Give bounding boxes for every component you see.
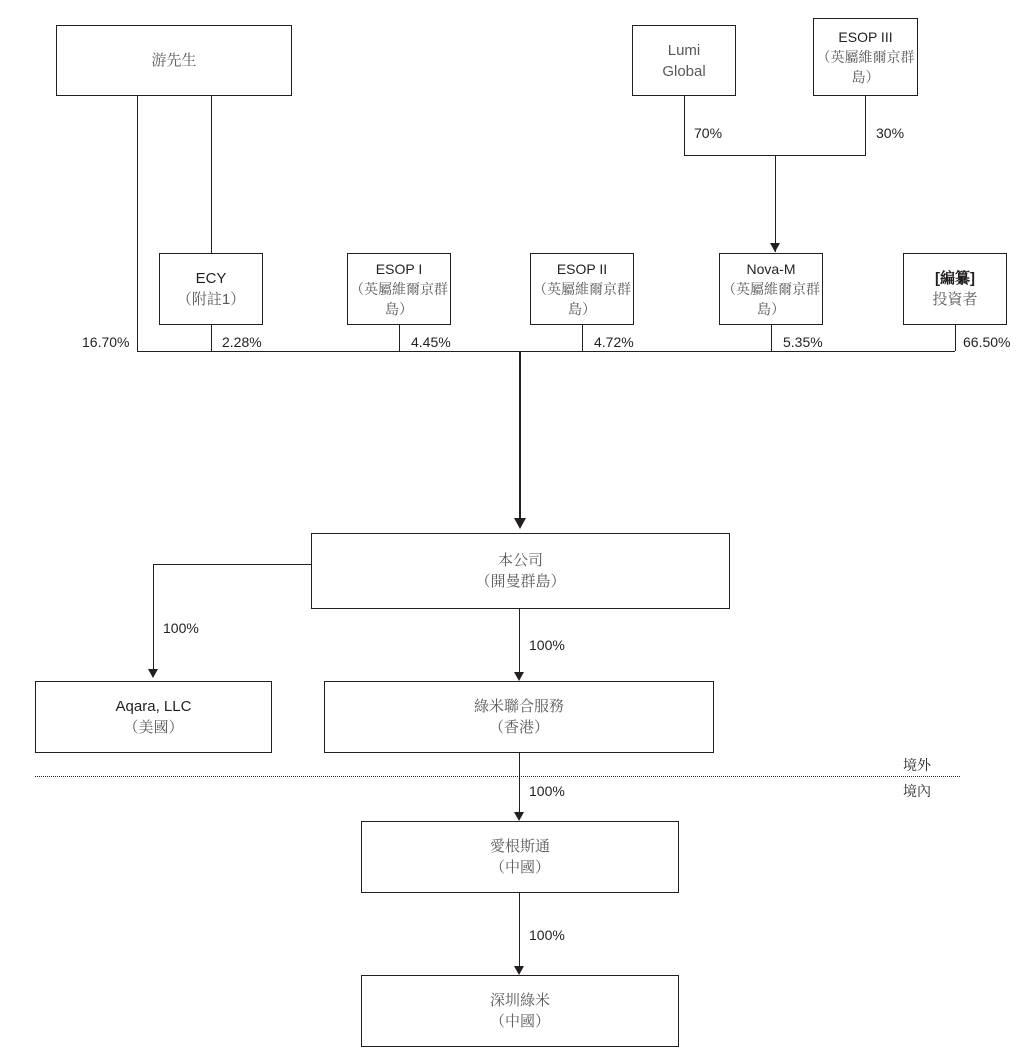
label-offshore: 境外 xyxy=(903,757,931,773)
line-bus-to-company xyxy=(519,351,521,519)
node-shenzhen-line2: （中國） xyxy=(489,1013,550,1030)
node-aigenstone-line2: （中國） xyxy=(489,859,550,876)
node-lumi-hk-line2: （香港） xyxy=(488,719,549,736)
node-investors xyxy=(903,253,1007,325)
line-aigenstone-to-shenzhen xyxy=(519,893,520,973)
line-you-to-ecy xyxy=(211,96,212,253)
node-esop3 xyxy=(813,18,918,96)
label-esop3-pct: 30% xyxy=(876,125,905,141)
node-investors-line2: 投資者 xyxy=(932,291,978,308)
node-lumi-hk xyxy=(324,681,714,753)
line-esop1-down xyxy=(399,325,400,351)
arrow-to-novam xyxy=(770,243,780,252)
label-investors-pct: 66.50% xyxy=(963,334,1011,350)
label-aigenstone-to-shenzhen-pct: 100% xyxy=(529,927,565,943)
line-shareholder-bus xyxy=(137,351,955,352)
label-lumihk-to-aigenstone-pct: 100% xyxy=(529,783,565,799)
node-lumi-global-line2: Global xyxy=(662,62,706,80)
node-esop2-line2: （英屬維爾京群島） xyxy=(533,281,631,317)
node-ecy-line2: （附註1） xyxy=(176,291,246,308)
node-esop2 xyxy=(530,253,634,325)
node-mr-you-line1: 游先生 xyxy=(151,52,197,69)
line-ecy-down xyxy=(211,325,212,351)
line-investors-down xyxy=(955,325,956,351)
label-company-to-aqara-pct: 100% xyxy=(163,620,199,636)
label-esop1-pct: 4.45% xyxy=(411,334,451,350)
node-esop2-line1: ESOP II xyxy=(556,261,608,277)
node-esop1 xyxy=(347,253,451,325)
arrow-to-aqara xyxy=(148,669,158,678)
boundary-dotted-line xyxy=(35,776,960,777)
arrow-to-company xyxy=(514,518,526,529)
node-esop1-line1: ESOP I xyxy=(375,261,423,277)
label-novam-pct: 5.35% xyxy=(783,334,823,350)
line-you-to-bus xyxy=(137,96,138,351)
label-you-pct: 16.70% xyxy=(82,334,130,350)
node-esop3-line1: ESOP III xyxy=(838,29,893,45)
node-aqara-line1: Aqara, LLC xyxy=(115,698,192,715)
label-lumi-global-pct: 70% xyxy=(694,125,723,141)
line-esop2-down xyxy=(582,325,583,351)
arrow-to-shenzhen xyxy=(514,966,524,975)
node-shenzhen-line1: 深圳綠米 xyxy=(489,992,550,1009)
arrow-to-lumihk xyxy=(514,672,524,681)
node-novam-line1: Nova-M xyxy=(746,261,796,277)
line-lumi-global-down xyxy=(684,96,685,155)
node-lumi-hk-line1: 綠米聯合服務 xyxy=(473,698,564,715)
node-shenzhen xyxy=(361,975,679,1047)
node-company-line1: 本公司 xyxy=(497,552,543,569)
label-company-to-lumihk-pct: 100% xyxy=(529,637,565,653)
line-lumihk-to-aigenstone xyxy=(519,753,520,819)
node-aigenstone-line1: 愛根斯通 xyxy=(489,838,550,855)
node-aqara-line2: （美國） xyxy=(123,719,184,736)
node-novam xyxy=(719,253,823,325)
line-esop3-down xyxy=(865,96,866,155)
line-novam-down xyxy=(771,325,772,351)
node-company xyxy=(311,533,730,609)
label-onshore: 境內 xyxy=(903,783,931,799)
node-esop3-line2: （英屬維爾京群島） xyxy=(816,49,915,85)
node-aqara xyxy=(35,681,272,753)
node-novam-line2: （英屬維爾京群島） xyxy=(722,281,820,317)
line-to-novam xyxy=(775,155,776,252)
node-esop1-line2: （英屬維爾京群島） xyxy=(350,281,448,317)
line-company-to-aqara-v xyxy=(153,564,154,672)
label-ecy-pct: 2.28% xyxy=(222,334,262,350)
node-ecy xyxy=(159,253,263,325)
line-company-to-lumihk xyxy=(519,609,520,679)
node-mr-you xyxy=(56,25,292,96)
node-lumi-global-line1: Lumi xyxy=(667,41,701,59)
node-lumi-global xyxy=(632,25,736,96)
node-investors-line1: [編纂] xyxy=(935,270,975,287)
arrow-to-aigenstone xyxy=(514,812,524,821)
label-esop2-pct: 4.72% xyxy=(594,334,634,350)
line-company-to-aqara-h xyxy=(153,564,311,565)
node-company-line2: （開曼群島） xyxy=(475,573,566,590)
node-aigenstone xyxy=(361,821,679,893)
node-ecy-line1: ECY xyxy=(195,270,227,287)
